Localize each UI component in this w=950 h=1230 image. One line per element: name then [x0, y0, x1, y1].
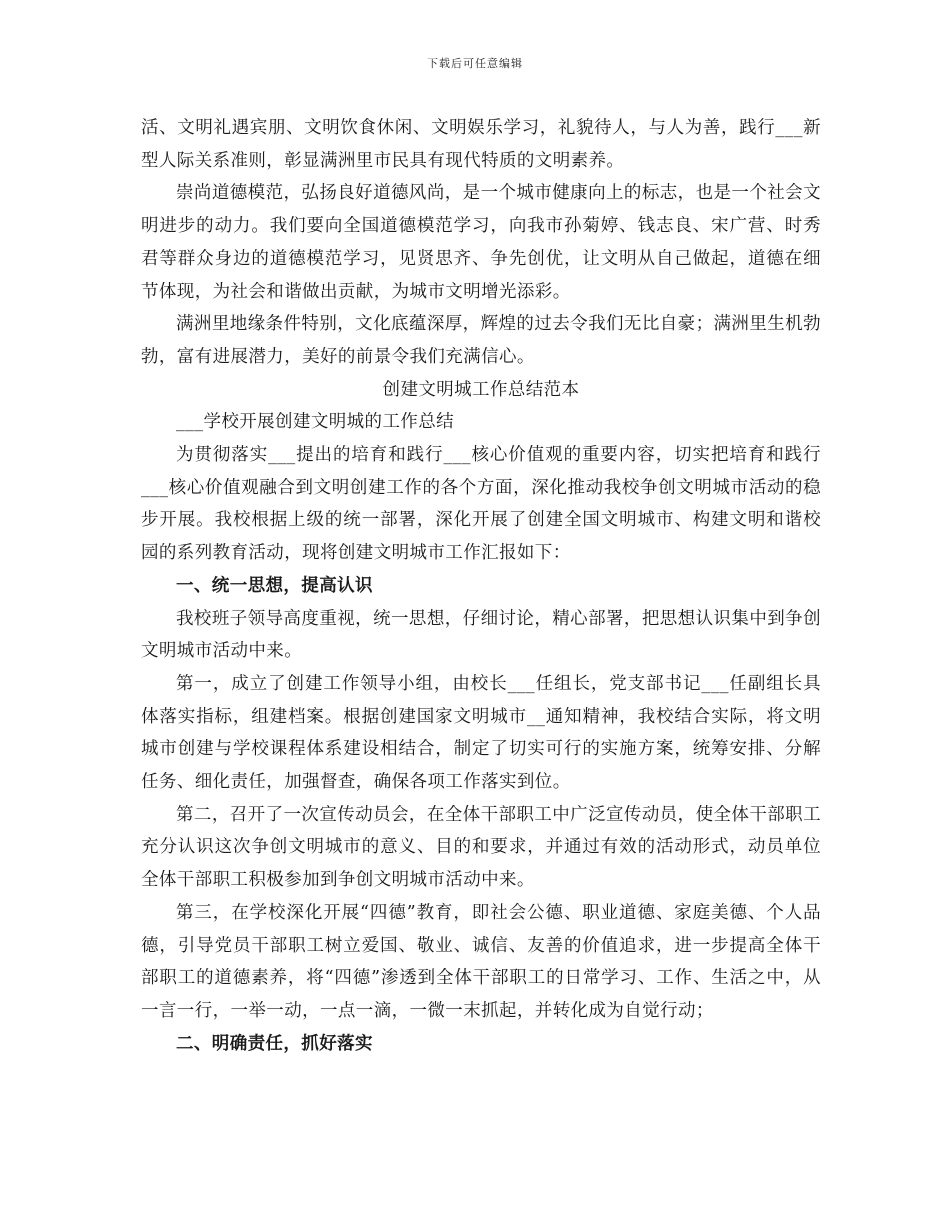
document-subtitle: ___学校开展创建文明城的工作总结 [176, 412, 455, 433]
document-body [141, 112, 821, 1060]
paragraph-intro: 为贯彻落实___提出的培育和践行___核心价值观的重要内容，切实把培育和践行___核心价值观融合到文明创建工作的各个方面，深化推动我校争创文明城市活动的稳步开展。我校根据上级的统一部署，深化开展了创建全国文明城市、构建文明和谐校园的系列教育活动，现将创建文明城市工作汇报如下： [141, 445, 821, 564]
heading-two: 二、明确责任，抓好落实 [176, 1033, 373, 1054]
heading-one: 一、统一思想，提高认识 [176, 575, 373, 596]
paragraph-first: 第一，成立了创建工作领导小组，由校长___任组长，党支部书记___任副组长具体落实指标，组建档案。根据创建国家文明城市__通知精神，我校结合实际，将文明城市创建与学校课程体系建设相结合，制定了切实可行的实施方案，统筹安排、分解任务、细化责任，加强督查，确保各项工作落实到位。 [141, 673, 821, 793]
paragraph-third: 第三，在学校深化开展“四德”教育，即社会公德、职业道德、家庭美德、个人品德，引导党员干部职工树立爱国、敬业、诚信、友善的价值追求，进一步提高全体干部职工的道德素养，将“四德”渗透到全体干部职工的日常学习、工作、生活之中，从一言一行，一举一动，一点一滴，一微一末抓起，并转化成为自觉行动； [141, 902, 821, 1021]
page-header: 下载后可任意编辑 [427, 57, 523, 70]
paragraph-manzhouli: 满洲里地缘条件特别，文化底蕴深厚，辉煌的过去令我们无比自豪；满洲里生机勃勃，富有进展潜力，美好的前景令我们充满信心。 [141, 314, 821, 367]
paragraph-second: 第二，召开了一次宣传动员会，在全体干部职工中广泛宣传动员，使全体干部职工充分认识这次争创文明城市的意义、目的和要求，并通过有效的活动形式，动员单位全体干部职工积极参加到争创文明城市活动中来。 [141, 804, 821, 891]
paragraph-leadership: 我校班子领导高度重视，统一思想，仔细讨论，精心部署，把思想认识集中到争创文明城市活动中来。 [141, 608, 821, 662]
paragraph-continuation: 活、文明礼遇宾朋、文明饮食休闲、文明娱乐学习，礼貌待人，与人为善，践行___新型人际关系准则，彰显满洲里市民具有现代特质的文明素养。 [141, 118, 821, 171]
paragraph-moral-models: 崇尚道德模范，弘扬良好道德风尚，是一个城市健康向上的标志，也是一个社会文明进步的动力。我们要向全国道德模范学习，向我市孙菊婷、钱志良、宋广营、时秀君等群众身边的道德模范学习，见贤思齐、争先创优，让文明从自己做起，道德在细节体现，为社会和谐做出贡献，为城市文明增光添彩。 [141, 183, 821, 302]
section-title: 创建文明城工作总结范本 [382, 379, 580, 400]
